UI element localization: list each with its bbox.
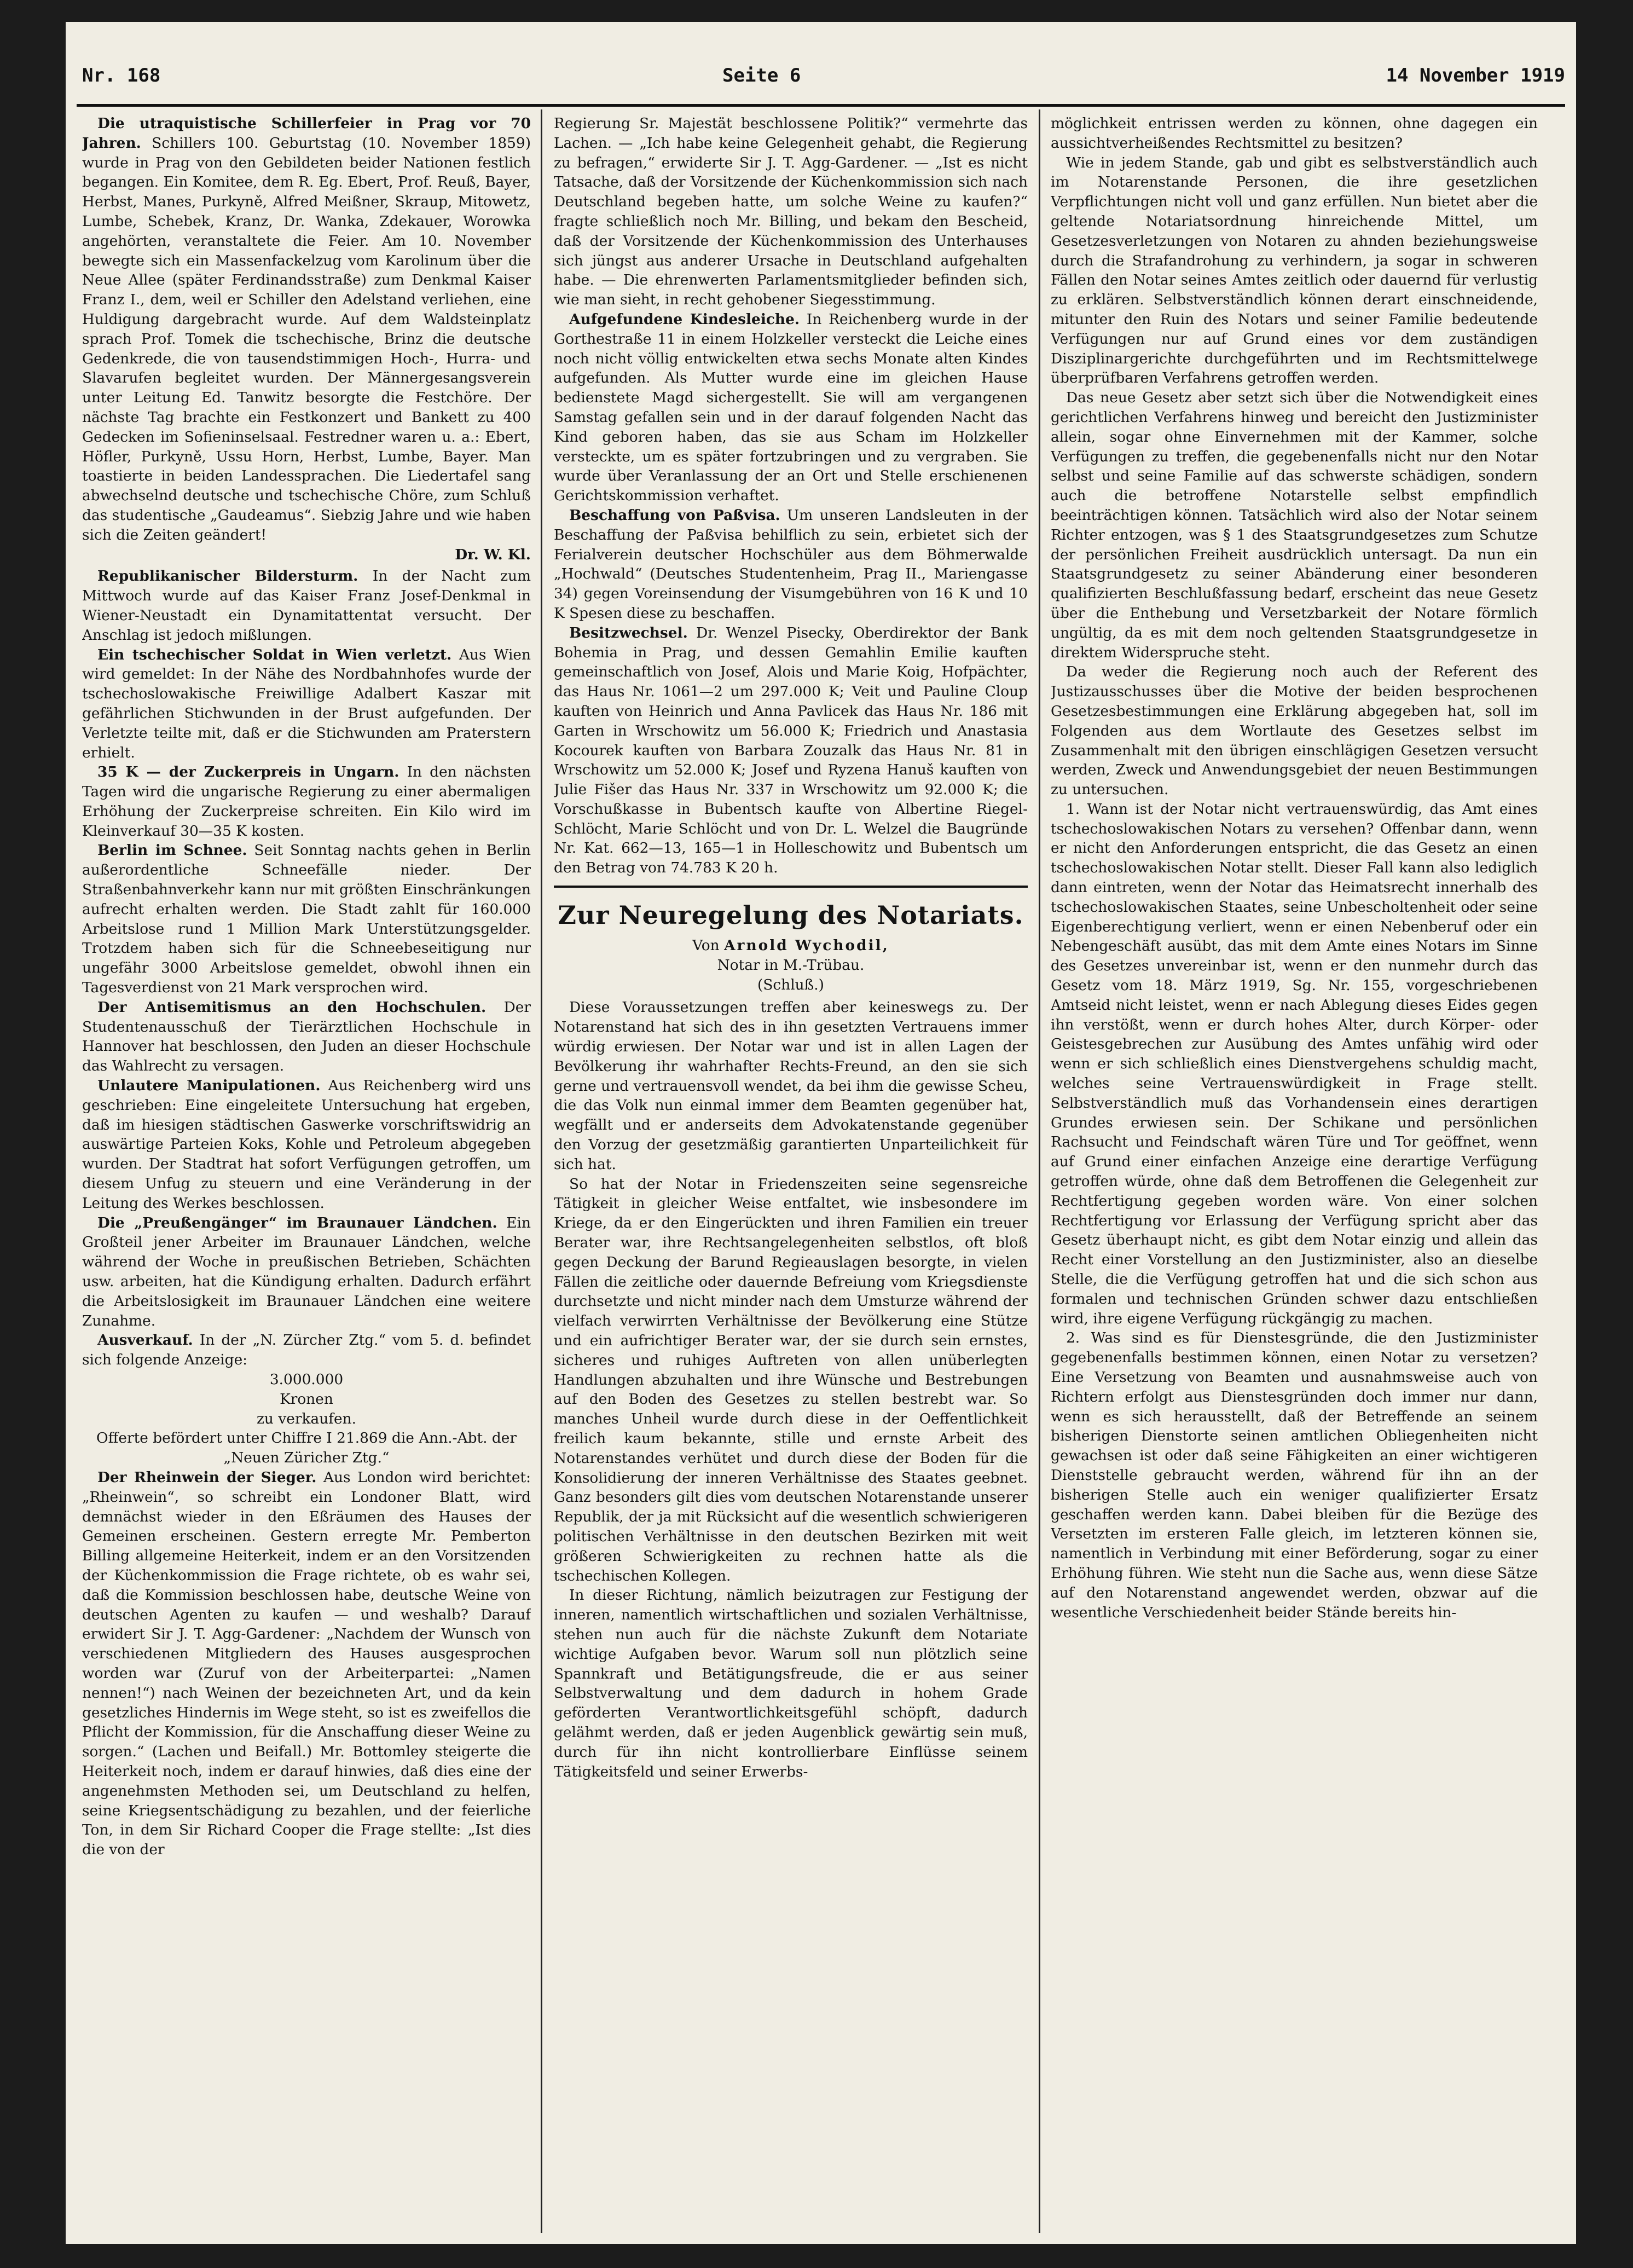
news-headline: Ausverkauf. [97,1332,193,1349]
author-place: Notar in M.-Trübau. [717,956,865,974]
news-headline: Aufgefundene Kindesleiche. [569,310,800,328]
article-paragraph: Da weder die Regierung noch auch der Referent des Justizausschusses über die Motive der beiden besprochenen Gesetzesbestimmungen eine Erklärung abgegeben hat, soll im Folgenden aus dem Wortlaute des Gesetzes selbst im Zusammenhalt mit den übrigen einschlägigen Gesetzen versucht werden, Zweck und Anwendungsgebiet der neuen Bestimmungen zu untersuchen. [1051,663,1538,799]
news-item [82,566,531,645]
ad-contact: Offerte befördert unter Chiffre I 21.869 die Ann.-Abt. der „Neuen Züricher Ztg.“ [96,1430,517,1467]
article-paragraph: Diese Voraussetzungen treffen aber keineswegs zu. Der Notarenstand hat sich des in ihn gesetzten Vertrauens immer würdig erwiesen. Der Notar war und ist in allen Lagen der Bevölkerung ihr wahrhafter Rechts-Freund, an den sie sich gerne und vertrauensvoll wendet, da bei ihm die gewisse Scheu, die das Volk nun einmal immer dem Beamten gegenüber hat, wegfällt und er anderseits dem Advokatenstande gegenüber den Vorzug der gesetzmäßig garantierten Unparteilichkeit für sich hat. [554,999,1028,1173]
header-rule [77,104,1565,107]
article-paragraph: So hat der Notar in Friedenszeiten seine segensreiche Tätigkeit in gleicher Weise entfaltet, wie insbesondere im Kriege, da er den Eingerückten und ihren Familien ein treuer Berater war, ihre Rechtsangelegenheiten selbstlos, oft bloß gegen Deckung der Barund Regieauslagen besorgte, in vielen Fällen die zeitliche oder dauernde Befreiung vom Kriegsdienste durchsetzte und nicht minder nach dem Umsturze während der vielfach verwirrten Verhältnisse der Bevölkerung eine Stütze und ein aufrichtiger Berater war, der sie durch sein ernstes, sicheres und ruhiges Auftreten von allen unüberlegten Handlungen abzuhalten und ihre Wünsche und Bestrebungen auf den Boden des Gesetzes zu stellen bestrebt war. So manches Unheil wurde durch diese in der Oeffentlichkeit freilich kaum bekannte, stille und ernste Arbeit des Notarenstandes verhütet und durch diese der Boden für die Konsolidierung der inneren Verhältnisse des Staates geebnet. Ganz besonders gilt dies vom deutschen Notarenstande unserer Republik, der ja mit Rücksicht auf die wesentlich schwierigeren politischen Verhältnisse in den deutschen Bezirken mit weit größeren Schwierigkeiten zu rechnen hatte als die tschechischen Kollegen. [554,1175,1028,1584]
news-item [554,310,1028,506]
news-headline: Republikanischer Bildersturm. [97,568,358,585]
news-item [554,623,1028,878]
signature: Dr. W. Kl. [455,546,531,563]
news-text: Regierung Sr. Majestät beschlossene Politik?“ vermehrte das Lachen. — „Ich habe keine Gelegenheit gehabt, die Regierung zu befragen,“ erwiderte Sir J. T. Agg-Gardener. — „Ist es nicht Tatsache, daß der Vorsitzende der Küchenkommission sich nach Deutschland begeben hatte, um solche Weine zu kaufen?“ fragte schließlich noch Mr. Billing, und bekam den Bescheid, daß der Vorsitzende der Küchenkommission des Unterhauses sich jüngst aus anderer Ursache in Deutschland aufgehalten habe. — Die ehrenwerten Parlamentsmitglieder befinden sich, wie man sieht, in recht gehobener Siegesstimmung. [554,115,1028,309]
ad-amount: 3.000.000 [269,1371,344,1388]
news-item [554,114,1028,310]
news-item [554,506,1028,623]
byline-prefix: Von [692,937,720,954]
news-item [82,1076,531,1213]
ad-currency: Kronen [280,1390,333,1408]
news-text: Ein Großteil jener Arbeiter im Braunauer Ländchen, welche während der Woche in preußischen Betrieben, Schächten usw. arbeiten, hat die Kündigung erhalten. Dadurch erfährt die Arbeitslosigkeit im Braunauer Ländchen eine weitere Zunahme. [82,1214,531,1329]
news-headline: Beschaffung von Paßvisa. [569,506,780,524]
news-headline: Die utraquistische Schillerfeier in Prag vor 70 Jahren. [82,115,531,152]
news-text: Aus London wird berichtet: „Rheinwein“, so schreibt ein Londoner Blatt, wird demnächst wieder in den Eßräumen des Hauses der Gemeinen erscheinen. Gestern erregte Mr. Pemberton Billing allgemeine Heiterkeit, indem er an den Vorsitzenden der Küchenkommission die Frage richtete, ob es wahr sei, daß die Kommission beschlossen habe, deutsche Weine von deutschen Agenten zu kaufen — und weshalb? Darauf erwidert Sir J. T. Agg-Gardener: „Nachdem der Wunsch von verschiedenen Mitgliedern des Hauses ausgesprochen worden war (Zuruf von der Arbeiterpartei: „Namen nennen!“) nach Weinen der bezeichneten Art, und da kein gesetzliches Hindernis im Wege steht, so ist es zweifellos die Pflicht der Kommission, für die Anschaffung dieser Weine zu sorgen.“ (Lachen und Beifall.) Mr. Bottomley steigerte die Heiterkeit noch, indem er darauf hinwies, daß dies eine der angenehmsten Methoden sei, um Deutschland zu helfen, seine Kriegsentschädigung zu bezahlen, und der feierliche Ton, in dem Sir Richard Cooper die Frage stellte: „Ist dies die von der [82,1468,531,1859]
article-paragraph: 2. Was sind es für Dienstesgründe, die den Justizminister gegebenenfalls bestimmen können, einen Notar zu versetzen? Eine Versetzung von Beamten und ausnahmsweise auch von Richtern erfolgt aus Dienstesgründen doch immer nur dann, wenn es sich herausstellt, daß der Betreffende an seinem bisherigen Dienstorte seinen amtlichen Obliegenheiten nicht gewachsen ist oder daß seine Fähigkeiten an einer wichtigeren Dienststelle gebraucht werden, während für ihn an der bisherigen Stelle auch ein weniger qualifizierter Ersatz geschaffen werden kann. Dabei bleiben für die Bezüge des Versetzten im ersteren Falle gleich, im letzteren können sie, namentlich in Verbindung mit einer Beförderung, sogar zu einer Erhöhung führen. Wie steht nun die Sache aus, wenn diese Sätze auf den Notarenstand angewendet werden, obzwar auf die wesentliche Verschiedenheit beider Stände bereits hin- [1051,1329,1538,1621]
news-headline: Die „Preußengänger“ im Braunauer Ländchen. [97,1214,497,1231]
news-text: Aus Wien wird gemeldet: In der Nähe des Nordbahnhofes wurde der tschechoslowakische Freiwillige Adalbert Kaszar mit gefährlichen Stichwunden in der Brust aufgefunden. Der Verletzte teilte mit, daß er die Stichwunden am Praterstern erhielt. [82,646,531,761]
news-item [82,998,531,1076]
column-3 [1051,114,1538,2226]
column-2 [554,114,1028,2226]
news-text: Um unseren Landsleuten in der Beschaffung der Paßvisa behilflich zu sein, erbietet sich der Ferialverein deutscher Hochschüler aus dem Böhmerwalde „Hochwald“ (Deutsches Studentenheim, Prag II., Mariengasse 34) gegen Voreinsendung der Visumgebühren von 16 K und 10 K Spesen diese zu beschaffen. [554,506,1028,622]
article-paragraph: In dieser Richtung, nämlich beizutragen zur Festigung der inneren, namentlich wirtschaftlichen und sozialen Verhältnisse, stehen nun auch für die nächste Zukunft dem Notariate wichtige Aufgaben bevor. Warum soll nun plötzlich seine Spannkraft und Betätigungsfreude, die er aus seiner Selbstverwaltung und dem dadurch in hohem Grade geförderten Verantwortlichkeitsgefühl schöpft, dadurch gelähmt werden, daß er jeden Augenblick gewärtig sein muß, durch für ihn nicht kontrollierbare Einflüsse seinem Tätigkeitsfeld und seiner Erwerbs- [554,1587,1028,1780]
news-item [82,114,531,545]
article-paragraph: Das neue Gesetz aber setzt sich über die Notwendigkeit eines gerichtlichen Verfahrens hinweg und bereicht den Justizminister allein, sogar ohne Einvernehmen mit der Kammer, solche Verfügungen zu treffen, die gegebenenfalls nicht nur den Notar selbst und seine Familie auf das schwerste schädigen, sondern auch die betroffene Notarstelle selbst empfindlich beeinträchtigen können. Tatsächlich wird also der Notar seinem Richter entzogen, was § 1 des Staatsgrundgesetzes zum Schutze der persönlichen Freiheit ausdrücklich untersagt. Da nun ein Staatsgrundgesetz zu seiner Abänderung einer besonderen qualifizierten Beschlußfassung bedarf, erscheint das neue Gesetz über die Enthebung und Versetzbarkeit der Notare förmlich ungültig, da es mit dem noch geltenden Staatsgrundgesetze in direktem Widerspruche steht. [1051,389,1538,661]
article-author: Arnold Wychodil, [724,937,889,954]
news-item [82,841,531,997]
news-item [82,762,531,841]
continuation-note: (Schluß.) [757,976,824,993]
news-item [82,1468,531,1860]
news-headline: Der Rheinwein der Sieger. [97,1468,317,1486]
article-byline [554,936,1028,956]
news-headline: 35 K — der Zuckerpreis in Ungarn. [97,763,399,781]
news-text: Dr. Wenzel Pisecky, Oberdirektor der Bank Bohemia in Prag, und dessen Gemahlin Emilie kauften gemeinschaftlich von Josef, Alois und Marie Koig, Hofpächter, das Haus Nr. 1061—2 um 297.000 K; Veit und Pauline Cloup kauften von Heinrich und Anna Pavlicek das Haus Nr. 186 mit Garten in Wrschowitz um 56.000 K; Friedrich und Anastasia Kocourek kauften von Barbara Zouzalk das Haus Nr. 81 in Wrschowitz um 52.000 K; Josef und Ryzena Hanuš kauften von Julie Fišer das Haus Nr. 337 in Wrschowitz um 92.000 K; die Vorschußkasse in Bubentsch kaufte von Albertine Riegel-Schlöcht, Marie Schlöcht und von Dr. L. Welzel die Baugründe Nr. Kat. 662—13, 165—1 in Holleschowitz und Bubentsch um den Betrag von 74.783 K 20 h. [554,624,1028,877]
article-paragraph: möglichkeit entrissen werden zu können, ohne dagegen ein aussichtverheißendes Rechtsmittel zu besitzen? [1051,115,1538,152]
issue-number: Nr. 168 [82,65,161,86]
column-rule [1039,109,1040,2233]
article-paragraph: Wie in jedem Stande, gab und gibt es selbstverständlich auch im Notarenstande Personen, die ihre gesetzlichen Verpflichtungen nicht voll und ganz erfüllen. Nun bietet aber die geltende Notariatsordnung hinreichende Mittel, um Gesetzesverletzungen von Notaren zu ahnden beziehungsweise durch die Strafandrohung zu verhindern, ja sogar in schweren Fällen den Notar seines Amtes zeitlich oder dauernd für verlustig zu erklären. Selbstverständlich können derart einschneidende, mitunter den Ruin des Notars und seiner Familie bedeutende Verfügungen nur auf Grund eines vor dem zuständigen Disziplinargerichte durchgeführten und im Rechtsmittelwege überprüfbaren Verfahrens getroffen werden. [1051,154,1538,387]
news-headline: Besitzwechsel. [569,624,688,641]
news-text: In Reichenberg wurde in der Gorthestraße 11 in einem Holzkeller versteckt die Leiche eines noch nicht völlig entwickelten etwa sechs Monate alten Kindes aufgefunden. Als Mutter wurde eine im gleichen Hause bedienstete Magd sichergestellt. Sie will am vergangenen Samstag gefallen sein und in der darauf folgenden Nacht das Kind geboren haben, das sie aus Scham im Holzkeller versteckte, um es später fortzubringen und zu vergraben. Sie wurde über Veranlassung der an Ort und Stelle erschienenen Gerichtskommission verhaftet. [554,310,1028,505]
news-item [82,1330,531,1370]
news-headline: Berlin im Schnee. [97,842,247,859]
article-paragraph: 1. Wann ist der Notar nicht vertrauenswürdig, das Amt eines tschechoslowakischen Notars zu versehen? Offenbar dann, wenn er nicht den Anforderungen entspricht, die das Gesetz an einen tschechoslowakischen Notar stellt. Dieser Fall kann also lediglich dann eintreten, wenn der Notar das Heimatsrecht innerhalb des tschechoslowakischen Staates, seine Unbescholtenheit oder seine Eigenberechtigung verliert, wenn er einen Nebenberuf oder ein Nebengeschäft ausübt, das mit dem Amte eines Notars im Sinne des Gesetzes unvereinbar ist, wenn er den nunmehr durch das Gesetz vom 18. März 1919, Sg. Nr. 155, vorgeschriebenen Amtseid nicht leistet, wenn er nach Ablegung dieses Eides gegen ihn verstößt, wenn er durch hohes Alter, durch Körper- oder Geistesgebrechen zur Ausübung des Amtes unfähig wird oder wenn er sich schließlich eines Dienstvergehens schuldig macht, welches seine Vertrauenswürdigkeit in Frage stellt. Selbstverständlich muß das Vorhandensein eines derartigen Grundes erwiesen sein. Der Schikane und persönlichen Rachsucht und Feindschaft wären Türe und Tor geöffnet, wenn auf Grund einer einfachen Anzeige eine derartige Verfügung getroffen würde, ohne daß dem Betroffenen die Gelegenheit zur Rechtfertigung gegeben worden wäre. Von einer solchen Rechtfertigung vor Erlassung der Verfügung spricht aber das Gesetz überhaupt nicht, es gibt dem Notar einzig und allein das Recht einer Vorstellung an den Justizminister, also an dieselbe Stelle, die die Verfügung getroffen hat und die sich schon aus formalen und technischen Gründen schwer dazu entschließen wird, ihre eigene Verfügung rückgängig zu machen. [1051,800,1538,1327]
column-rule [541,109,542,2233]
news-text: Aus Reichenberg wird uns geschrieben: Eine eingeleitete Untersuchung hat ergeben, daß im hiesigen städtischen Gaswerke vorschriftswidrig an auswärtige Parteien Koks, Kohle und Petroleum abgegeben wurden. Der Stadtrat hat sofort Verfügungen getroffen, um diesem Unfug zu steuern und eine Veränderung in der Leitung des Werkes beschlossen. [82,1077,531,1212]
news-item [82,1213,531,1331]
news-headline: Der Antisemitismus an den Hochschulen. [97,998,487,1016]
news-text: Seit Sonntag nachts gehen in Berlin außerordentliche Schneefälle nieder. Der Straßenbahnverkehr kann nur mit größten Einschränkungen aufrecht erhalten werden. Die Stadt zahlt für 160.000 Arbeitslose rund 1 Million Mark Unterstützungsgelder. Trotzdem haben sich für die Schneebeseitigung nur ungefähr 3000 Arbeitslose gemeldet, obwohl ihnen ein Tagesverdienst von 21 Mark versprochen wird. [82,842,531,997]
news-headline: Ein tschechischer Soldat in Wien verletzt. [97,646,452,663]
column-1 [82,114,531,2226]
newspaper-page [66,22,1576,2244]
ad-offer: zu verkaufen. [257,1410,356,1427]
news-headline: Unlautere Manipulationen. [97,1077,321,1095]
issue-date: 14 November 1919 [1386,65,1565,86]
page-number: Seite 6 [722,65,801,86]
news-text: In der „N. Zürcher Ztg.“ vom 5. d. befindet sich folgende Anzeige: [82,1332,531,1369]
page-header [82,65,1565,97]
news-text: In den nächsten Tagen wird die ungarische Regierung zu einer abermaligen Erhöhung der Zuckerpreise schreiten. Ein Kilo wird im Kleinverkauf 30—35 K kosten. [82,763,531,840]
article-rule [554,886,1028,888]
news-item [82,645,531,763]
news-text: In der Nacht zum Mittwoch wurde auf das Kaiser Franz Josef-Denkmal in Wiener-Neustadt ein Dynamitattentat versucht. Der Anschlag ist jedoch mißlungen. [82,568,531,644]
news-text: Der Studentenausschuß der Tierärztlichen Hochschule in Hannover hat beschlossen, den Juden an dieser Hochschule das Wahlrecht zu versagen. [82,998,531,1075]
news-text: Schillers 100. Geburtstag (10. November 1859) wurde in Prag von den Gebildeten beider Nationen festlich begangen. Ein Komitee, dem R. Eg. Ebert, Prof. Reuß, Bayer, Herbst, Manes, Purkyně, Alfred Meißner, Skraup, Mitowetz, Lumbe, Schebek, Kranz, Dr. Wanka, Zdekauer, Worowka angehörten, veranstaltete die Feier. Am 10. November bewegte sich ein Massenfackelzug vom Karolinum über die Neue Allee (später Ferdinandsstraße) zum Denkmal Kaiser Franz I., dem, weil er Schiller den Adelstand verliehen, eine Huldigung dargebracht wurde. Auf dem Waldsteinplatz sprach Prof. Tomek die tschechische, Brinz die deutsche Gedenkrede, die von tausendstimmigen Hoch-, Hurra- und Slavarufen begleitet wurden. Der Männergesangsverein unter Leitung Ed. Tanwitz besorgte die Festchöre. Der nächste Tag brachte ein Festkonzert und Bankett zu 400 Gedecken im Sofieninselsaal. Festredner waren u. a.: Ebert, Höfler, Purkyně, Ussu Horn, Herbst, Lumbe, Bayer. Man toastierte in beiden Landessprachen. Die Liedertafel sang abwechselnd deutsche und tschechische Chöre, zum Schluß das studentische „Gaudeamus“. Siebzig Jahre und wie haben sich die Zeiten geändert! [82,134,531,543]
article-title: Zur Neuregelung des Notariats. [558,900,1024,930]
